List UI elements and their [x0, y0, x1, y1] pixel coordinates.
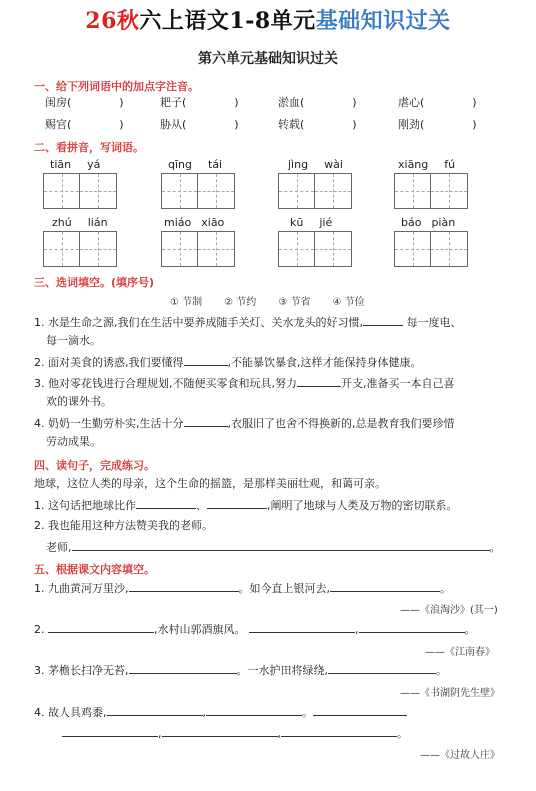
- pinyin-label: báo piàn: [401, 216, 456, 229]
- s4-passage: 地球，这位人类的母亲，这个生命的摇篮，是那样美丽壮观，和蔼可亲。: [34, 477, 386, 490]
- s3-question-1-cont: 每一滴水。: [46, 334, 101, 347]
- pinyin-label: qīng tái: [168, 158, 223, 171]
- s1-item: 耙子( ): [160, 96, 239, 109]
- pinyin-label: kū jié: [290, 216, 333, 229]
- s1-item: 赐官( ): [45, 118, 124, 131]
- s1-item: 刚劲( ): [398, 118, 477, 131]
- s3-question-1: 1. 水是生命之源,我们在生活中要养成随手关灯、关水龙头的好习惯, 每一度电、: [34, 316, 462, 329]
- s5-question-2: 2. ,水村山郭酒旗风。 , 。: [34, 623, 476, 636]
- s5-question-3: 3. 茅檐长扫净无苔, 。一水护田将绿绕, 。: [34, 664, 447, 677]
- s4-question-2: 2. 我也能用这种方法赞美我的老师。: [34, 519, 213, 532]
- banner-title: 26秋六上语文1-8单元基础知识过关: [85, 8, 451, 34]
- s1-item: 转载( ): [278, 118, 357, 131]
- s3-question-3-cont: 欢的课外书。: [46, 395, 112, 408]
- s3-question-3: 3. 他对零花钱进行合理规划,不随便买零食和玩具,努力 开支,准备买一本自己喜: [34, 377, 455, 390]
- section-1-heading: 一、给下列词语中的加点字注音。: [34, 80, 199, 93]
- pinyin-label: xiāng fú: [398, 158, 456, 171]
- section-4-heading: 四、读句子，完成练习。: [34, 459, 155, 472]
- s1-item: 闺房( ): [45, 96, 124, 109]
- s5-question-1: 1. 九曲黄河万里沙, 。如今直上银河去, 。: [34, 582, 451, 595]
- pinyin-label: tiān yá: [50, 158, 101, 171]
- s5-source-3: ——《书湖阴先生壁》: [400, 688, 500, 699]
- s5-source-2: ——《江南春》: [425, 647, 495, 658]
- writing-grid[interactable]: [43, 231, 117, 267]
- s1-item: 淤血( ): [278, 96, 357, 109]
- section-2-heading: 二、看拼音，写词语。: [34, 141, 144, 154]
- s5-question-4: 4. 故人具鸡黍, , 。: [34, 705, 407, 720]
- pinyin-label: jìng wài: [288, 158, 343, 171]
- writing-grid[interactable]: [161, 231, 235, 267]
- writing-grid[interactable]: [161, 173, 235, 209]
- pinyin-label: miáo xiāo: [164, 216, 225, 229]
- s1-item: 虐心( ): [398, 96, 477, 109]
- writing-grid[interactable]: [278, 173, 352, 209]
- s5-source-1: ——《浪淘沙》(其一): [400, 605, 498, 616]
- writing-grid[interactable]: [394, 231, 468, 267]
- s4-answer-line[interactable]: 老师, 。: [46, 541, 501, 554]
- s5-source-4: ——《过故人庄》: [420, 750, 500, 761]
- pinyin-label: zhú lián: [52, 216, 108, 229]
- writing-grid[interactable]: [43, 173, 117, 209]
- section-3-heading: 三、选词填空。(填序号): [34, 276, 155, 289]
- writing-grid[interactable]: [394, 173, 468, 209]
- s5-question-4-cont: , , 。: [62, 726, 408, 741]
- writing-grid[interactable]: [278, 231, 352, 267]
- page-title: 第六单元基础知识过关: [198, 51, 338, 67]
- s3-question-2: 2. 面对美食的诱惑,我们要懂得 ,不能暴饮暴食,这样才能保持身体健康。: [34, 356, 422, 369]
- section-5-heading: 五、根据课文内容填空。: [34, 563, 155, 576]
- s4-question-1: 1. 这句话把地球比作 、 ,阐明了地球与人类及万物的密切联系。: [34, 499, 458, 512]
- s1-item: 胁从( ): [160, 118, 239, 131]
- s3-question-4: 4. 奶奶一生勤劳朴实,生活十分 ,衣服旧了也舍不得换新的,总是教育我们要珍惜: [34, 417, 455, 430]
- word-options: ① 节制 ② 节约 ③ 节省 ④ 节俭: [170, 297, 365, 308]
- s3-question-4-cont: 劳动成果。: [46, 435, 101, 448]
